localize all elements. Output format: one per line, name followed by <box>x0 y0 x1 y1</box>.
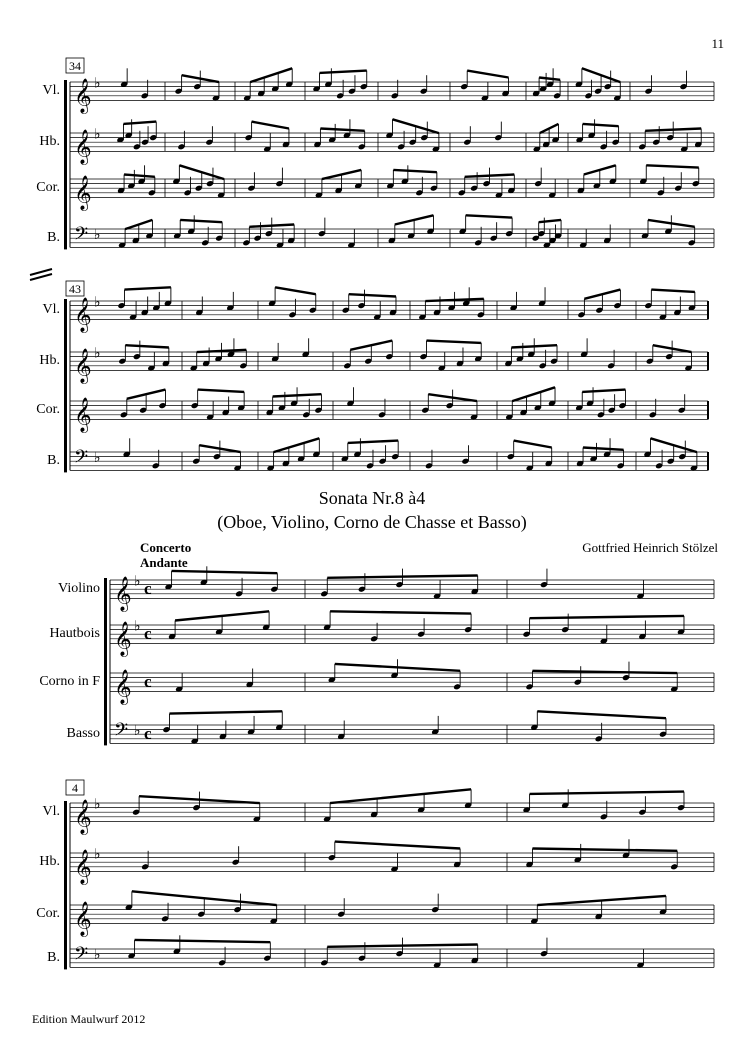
instrument-label: Cor. <box>36 905 60 921</box>
instrument-label: Cor. <box>36 179 60 195</box>
instrument-label: B. <box>47 452 60 468</box>
measure-number: 4 <box>72 781 78 795</box>
beam <box>250 68 292 82</box>
bass-clef: 𝄢 <box>74 223 89 249</box>
treble-clef: 𝄞 <box>74 800 92 834</box>
staff <box>67 711 714 744</box>
system-bracket <box>64 80 67 249</box>
treble-clef: 𝄞 <box>114 670 132 704</box>
staff <box>36 891 714 937</box>
beam <box>275 287 316 294</box>
staff <box>47 935 714 968</box>
beam <box>274 438 320 452</box>
beam <box>511 345 557 347</box>
staff <box>43 287 709 333</box>
instrument-label: B. <box>47 949 60 965</box>
beam <box>645 129 701 131</box>
flat-key-signature: ♭ <box>134 574 141 590</box>
tempo-marking: Concerto <box>140 540 192 555</box>
instrument-label: Violino <box>58 580 100 596</box>
flat-key-signature: ♭ <box>94 228 101 244</box>
music-system <box>36 281 708 472</box>
instrument-label: Basso <box>66 725 100 741</box>
beam <box>123 122 156 124</box>
measure-number: 43 <box>69 282 81 296</box>
beam <box>330 611 471 613</box>
flat-key-signature: ♭ <box>94 76 101 92</box>
flat-key-signature: ♭ <box>94 346 101 362</box>
treble-clef: 𝄞 <box>74 850 92 884</box>
sonata-subtitle: (Oboe, Violino, Corno de Chasse et Basso) <box>217 512 527 532</box>
flat-key-signature: ♭ <box>94 451 101 467</box>
tempo-marking: Andante <box>140 555 188 570</box>
instrument-label: Hb. <box>39 133 60 149</box>
music-system <box>39 566 714 745</box>
sonata-title: Sonata Nr.8 à4 <box>318 488 426 508</box>
instrument-label: Vl. <box>42 82 60 98</box>
beam <box>583 124 619 126</box>
flat-key-signature: ♭ <box>134 724 141 740</box>
instrument-label: Corno in F <box>39 673 100 689</box>
beam <box>466 215 513 217</box>
flat-key-signature: ♭ <box>94 847 101 863</box>
beam <box>273 394 322 396</box>
instrument-label: Vl. <box>42 301 60 317</box>
common-time: c <box>144 623 152 643</box>
flat-key-signature: ♭ <box>134 619 141 635</box>
beam <box>582 390 625 392</box>
beam <box>249 225 294 227</box>
beam <box>180 220 222 222</box>
beam <box>426 341 481 343</box>
treble-clef: 𝄞 <box>74 902 92 936</box>
beam <box>467 71 508 78</box>
common-time: c <box>144 723 152 743</box>
beam <box>539 220 561 222</box>
beam <box>330 789 471 803</box>
instrument-label: Cor. <box>36 401 60 417</box>
flat-key-signature: ♭ <box>94 127 101 143</box>
beam <box>530 616 684 618</box>
instrument-label: Vl. <box>42 803 60 819</box>
instrument-label: Hb. <box>39 352 60 368</box>
beam <box>169 711 282 713</box>
beam <box>583 448 624 450</box>
bass-clef: 𝄢 <box>74 446 89 472</box>
treble-clef: 𝄞 <box>74 130 92 164</box>
staff <box>43 68 715 114</box>
beam <box>124 287 170 289</box>
beam <box>320 71 367 73</box>
music-system <box>30 58 714 280</box>
system-bracket <box>64 801 67 969</box>
staff <box>47 215 714 248</box>
beam <box>327 576 477 578</box>
beam <box>135 940 271 942</box>
beam <box>335 842 460 849</box>
treble-clef: 𝄞 <box>74 176 92 210</box>
treble-clef: 𝄞 <box>114 577 132 611</box>
beam <box>348 441 398 443</box>
flat-key-signature: ♭ <box>94 948 101 964</box>
staff <box>36 165 714 211</box>
flat-key-signature: ♭ <box>94 797 101 813</box>
treble-clef: 𝄞 <box>74 349 92 383</box>
staff <box>49 611 714 657</box>
staff <box>39 839 714 885</box>
staff <box>58 566 714 612</box>
flat-key-signature: ♭ <box>94 295 101 311</box>
beam <box>514 441 552 448</box>
common-time: c <box>144 671 152 691</box>
beam <box>320 129 364 131</box>
staff <box>39 659 714 705</box>
beam <box>198 390 245 392</box>
beam <box>252 122 289 129</box>
common-time: c <box>144 578 152 598</box>
instrument-label: B. <box>47 229 60 245</box>
beam <box>537 711 666 718</box>
treble-clef: 𝄞 <box>74 398 92 432</box>
beam <box>532 849 677 851</box>
footer-publisher: Edition Maulwurf 2012 <box>32 1012 146 1026</box>
beam <box>327 945 477 947</box>
instrument-label: Hb. <box>39 853 60 869</box>
staff <box>39 119 714 165</box>
bass-clef: 𝄢 <box>114 719 129 745</box>
beam <box>651 290 695 292</box>
beam <box>465 175 515 177</box>
page-number: 11 <box>711 36 724 51</box>
treble-clef: 𝄞 <box>74 79 92 113</box>
beam <box>393 170 437 172</box>
staff <box>39 338 708 384</box>
beam <box>124 175 155 177</box>
beam <box>349 294 396 296</box>
system-bracket <box>64 299 67 472</box>
bass-clef: 𝄢 <box>74 943 89 969</box>
beam <box>125 345 169 347</box>
beam <box>530 792 684 794</box>
beam <box>646 165 699 167</box>
treble-clef: 𝄞 <box>114 622 132 656</box>
beam <box>539 78 560 80</box>
staff <box>36 387 708 433</box>
system-bracket <box>104 578 107 745</box>
staff <box>47 438 708 471</box>
beam <box>172 571 278 573</box>
beam <box>512 387 555 401</box>
music-system <box>36 780 714 969</box>
treble-clef: 𝄞 <box>74 298 92 332</box>
instrument-label: Hautbois <box>49 625 100 641</box>
measure-number: 34 <box>69 59 81 73</box>
composer-name: Gottfried Heinrich Stölzel <box>582 540 718 555</box>
staff <box>43 789 715 835</box>
